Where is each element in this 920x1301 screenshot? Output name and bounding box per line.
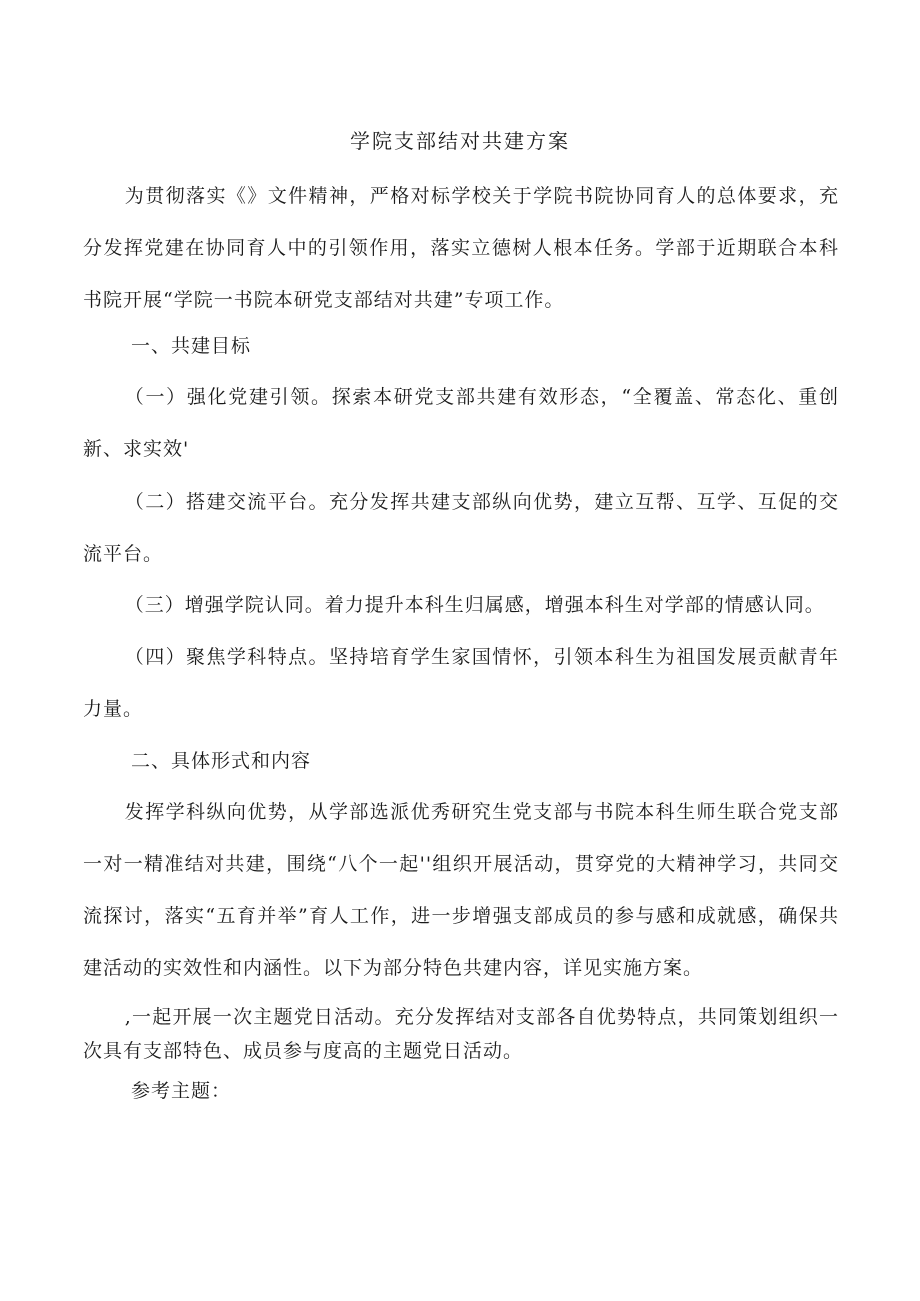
- section-heading-content: 二、具体形式和内容: [131, 750, 312, 772]
- content-paragraph: 发挥学科纵向优势，从学部选派优秀研究生党支部与书院本科生师生联合党支部一对一精准结对共建，围绕“八个一起''组织开展活动，贯穿党的大精神学习，共同交流探讨，落实“五育并举”育人工作，进一步增强支部成员的参与感和成就感，确保共建活动的实效性和内涵性。以下为部分特色共建内容，详见实施方案。: [83, 801, 839, 979]
- intro-paragraph: 为贯彻落实《》文件精神，严格对标学校关于学院书院协同育人的总体要求，充分发挥党建在协同育人中的引领作用，落实立德树人根本任务。学部于近期联合本科书院开展“学院一书院本研党支部结对共建”专项工作。: [83, 185, 839, 311]
- section-heading-goals: 一、共建目标: [131, 335, 252, 357]
- document-title: 学院支部结对共建方案: [350, 129, 570, 153]
- activity-paragraph: ,一起开展一次主题党日活动。充分发挥结对支部各自优势特点，共同策划组织一次具有支部特色、成员参与度高的主题党日活动。: [83, 1006, 839, 1062]
- goal-item-2: （二）搭建交流平台。充分发挥共建支部纵向优势，建立互帮、互学、互促的交流平台。: [83, 491, 839, 565]
- reference-topics-label: 参考主题：: [131, 1080, 232, 1102]
- goal-item-1: （一）强化党建引领。探索本研党支部共建有效形态，“全覆盖、常态化、重创新、求实效': [83, 386, 839, 460]
- goal-item-4: （四）聚焦学科特点。坚持培育学生家国情怀，引领本科生为祖国发展贡献青年力量。: [83, 646, 839, 720]
- goal-item-3: （三）增强学院认同。着力提升本科生归属感，增强本科生对学部的情感认同。: [124, 594, 825, 616]
